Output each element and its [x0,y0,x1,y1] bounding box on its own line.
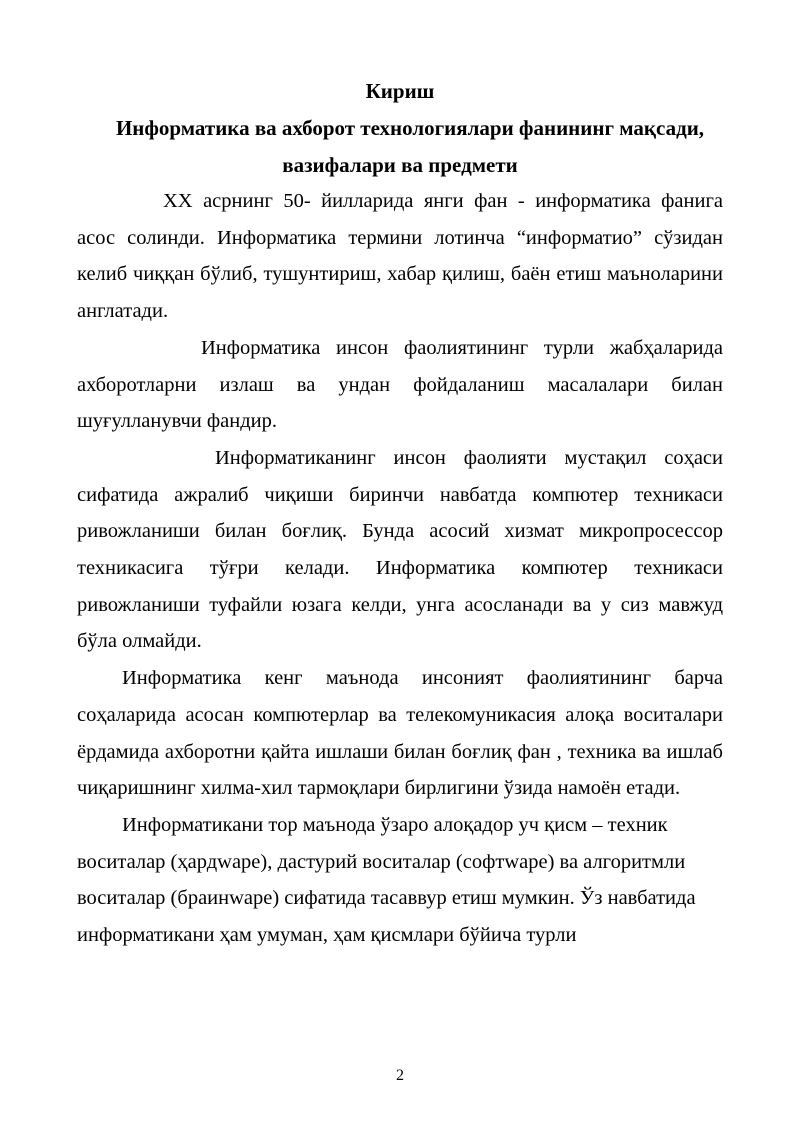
body-text [77,183,723,954]
paragraph: Информатиканинг инсон фаолияти мустақил соҳаси сифатида ажралиб чиқиши биринчи навбатда компютер техникаси ривожланиши билан боғлиқ. Бунда асосий хизмат микропросессор техникасига тўғри келади. Информатика компютер техникаси ривожланиши туфайли юзага келди, унга асосланади ва у сиз мавжуд бўла олмайди. [77,446,723,653]
page-number: 2 [396,1067,404,1084]
paragraph: Информатика кенг маънода инсоният фаолиятининг барча соҳаларида асосан компютерлар ва телекомуникасия алоқа воситалари ёрдамида ахборотни қайта ишлаши билан боғлиқ фан , техника ва ишлаб чиқаришнинг хилма-хил тармоқлари бирлигини ўзида намоён етади. [77,667,723,800]
section-heading: Кириш [365,79,435,103]
paragraph: Информатика инсон фаолиятининг турли жабҳаларида ахборотларни излаш ва ундан фойдаланиш масалалари билан шуғулланувчи фандир. [77,336,723,433]
paragraph: Информатикани тор маънода ўзаро алоқадор уч қисм – техник воситалар (ҳардwаре), дастурий воситалар (софтwаре) ва алгоритмли воситалар (браинwаре) сифатида тасаввур етиш мумкин. Ўз навбатида информатикани ҳам умуман, ҳам қисмлари бўйича турли [77,813,696,947]
chapter-title: Информатика ва ахборот технологиялари фанининг мақсади, [115,116,705,140]
paragraph: XX асрнинг 50- йилларида янги фан - информатика фанига асос солинди. Информатика термини лотинча “информатио” сўзидан келиб чиққан бўлиб, тушунтириш, хабар қилиш, баён етиш маъноларини англатади. [77,190,723,323]
chapter-title-continuation: вазифалари ва предмети [282,153,518,177]
